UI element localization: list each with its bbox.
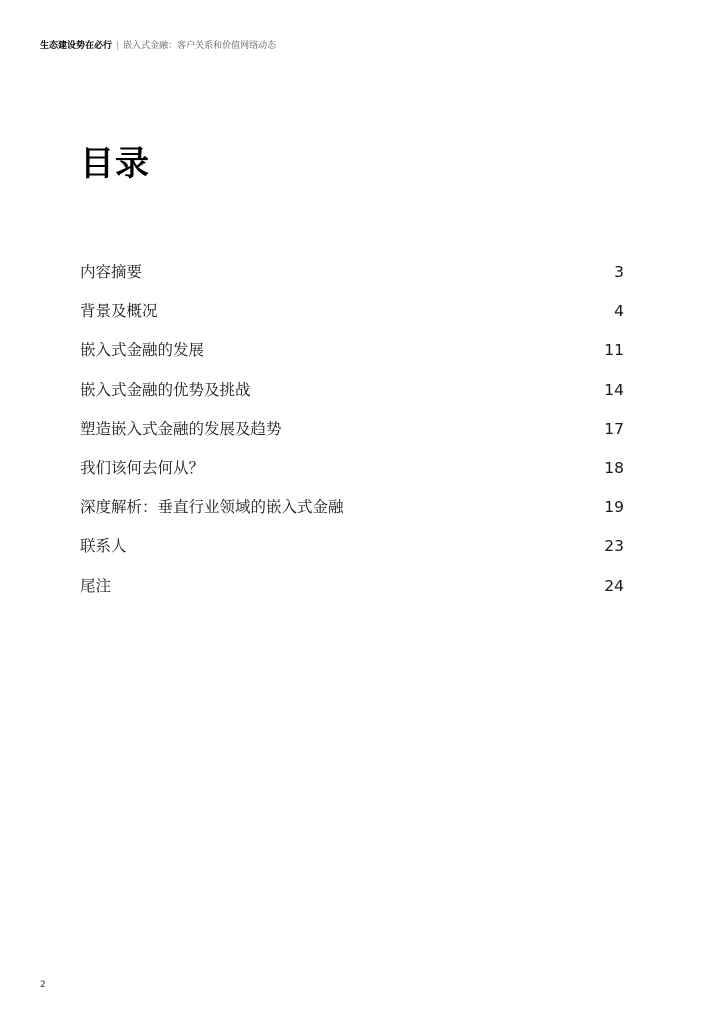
toc-entry-next-steps[interactable] <box>80 449 624 488</box>
toc-entry-label: 嵌入式金融的发展 <box>80 341 205 360</box>
toc-entry-label: 背景及概况 <box>80 302 158 321</box>
toc-entry-page: 23 <box>604 537 624 556</box>
table-of-contents <box>80 253 624 606</box>
toc-entry-page: 24 <box>604 576 624 595</box>
header-subtitle: 嵌入式金融：客户关系和价值网络动态 <box>123 41 277 51</box>
toc-entry-summary[interactable] <box>80 253 624 292</box>
toc-entry-deep-dive[interactable] <box>80 488 624 527</box>
toc-entry-label: 嵌入式金融的优势及挑战 <box>80 380 251 399</box>
toc-entry-page: 17 <box>604 419 624 438</box>
toc-entry-trends[interactable] <box>80 410 624 449</box>
toc-entry-label: 深度解析：垂直行业领域的嵌入式金融 <box>80 498 344 517</box>
toc-entry-page: 19 <box>604 498 624 517</box>
toc-entry-label: 联系人 <box>80 537 127 556</box>
toc-entry-page: 18 <box>604 458 624 477</box>
toc-entry-label: 塑造嵌入式金融的发展及趋势 <box>80 419 282 438</box>
page-title: 目录 <box>80 144 150 184</box>
running-header <box>40 40 276 52</box>
header-separator: | <box>116 41 120 51</box>
toc-entry-page: 3 <box>614 263 624 281</box>
header-series: 生态建设势在必行 <box>40 41 113 51</box>
toc-entry-endnotes[interactable] <box>80 567 624 606</box>
toc-entry-contacts[interactable] <box>80 527 624 566</box>
toc-entry-background[interactable] <box>80 292 624 331</box>
toc-entry-label: 尾注 <box>80 576 112 595</box>
toc-entry-development[interactable] <box>80 331 624 370</box>
toc-entry-page: 14 <box>604 380 624 399</box>
toc-entry-label: 我们该何去何从？ <box>80 458 205 477</box>
page-number: 2 <box>40 980 46 990</box>
toc-entry-label: 内容摘要 <box>80 263 143 281</box>
toc-entry-page: 4 <box>614 302 624 321</box>
toc-entry-advantages[interactable] <box>80 371 624 410</box>
toc-entry-page: 11 <box>604 341 624 360</box>
